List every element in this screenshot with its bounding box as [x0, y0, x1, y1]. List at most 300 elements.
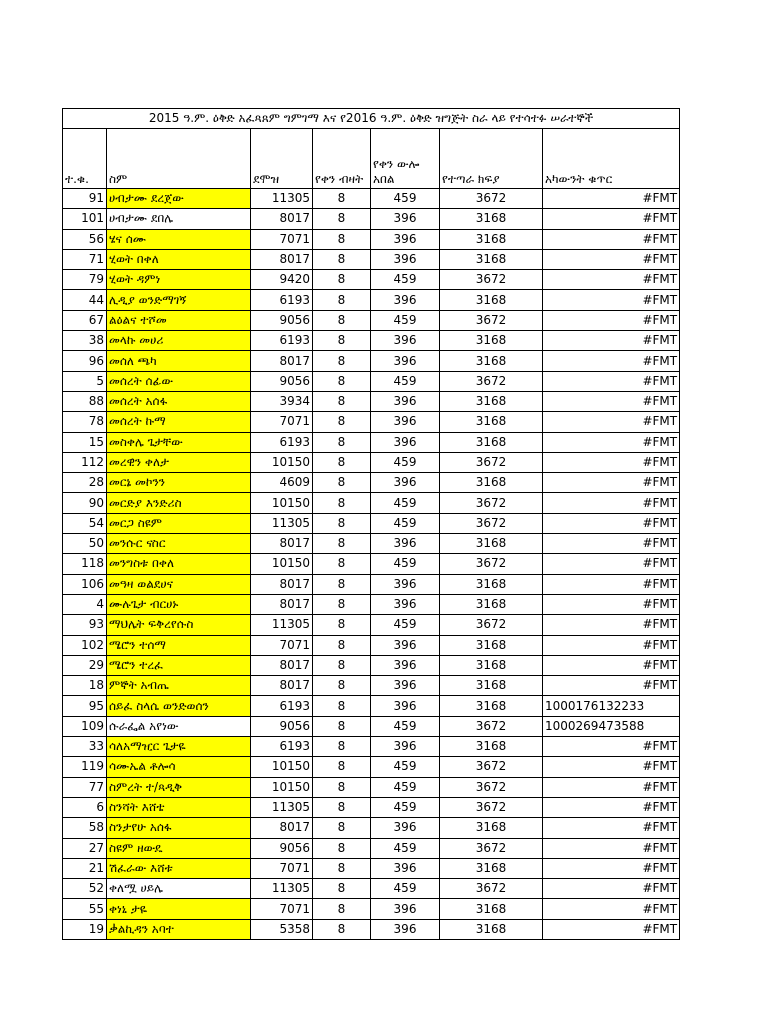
cell-days[interactable]: 8 — [313, 391, 371, 411]
cell-account[interactable]: #FMT — [543, 879, 680, 899]
cell-account[interactable]: #FMT — [543, 290, 680, 310]
cell-days[interactable]: 8 — [313, 615, 371, 635]
cell-days[interactable]: 8 — [313, 554, 371, 574]
table-row — [63, 574, 680, 594]
cell-perdiem[interactable]: 396 — [371, 676, 440, 696]
cell-perdiem[interactable]: 396 — [371, 412, 440, 432]
cell-days[interactable]: 8 — [313, 432, 371, 452]
cell-account[interactable]: #FMT — [543, 818, 680, 838]
cell-salary[interactable]: 9056 — [251, 838, 313, 858]
cell-perdiem[interactable]: 396 — [371, 696, 440, 716]
cell-no[interactable]: 95 — [63, 696, 107, 716]
cell-salary[interactable]: 7071 — [251, 229, 313, 249]
cell-no[interactable]: 101 — [63, 209, 107, 229]
table-row — [63, 737, 680, 757]
cell-net-pay[interactable]: 3168 — [440, 229, 543, 249]
cell-no[interactable]: 119 — [63, 757, 107, 777]
cell-account[interactable]: #FMT — [543, 554, 680, 574]
cell-name[interactable]: መዓዛ ወልደሀና — [107, 574, 251, 594]
cell-salary[interactable]: 8017 — [251, 351, 313, 371]
cell-no[interactable]: 4 — [63, 594, 107, 614]
cell-salary[interactable]: 8017 — [251, 209, 313, 229]
cell-account[interactable]: #FMT — [543, 838, 680, 858]
cell-net-pay[interactable]: 3672 — [440, 310, 543, 330]
cell-account[interactable]: #FMT — [543, 209, 680, 229]
table-row — [63, 270, 680, 290]
cell-days[interactable]: 8 — [313, 493, 371, 513]
cell-net-pay[interactable]: 3168 — [440, 899, 543, 919]
cell-name[interactable]: ማህሌት ፍቅረየሱስ — [107, 615, 251, 635]
cell-no[interactable]: 106 — [63, 574, 107, 594]
cell-account[interactable]: #FMT — [543, 655, 680, 675]
cell-net-pay[interactable]: 3168 — [440, 737, 543, 757]
cell-days[interactable]: 8 — [313, 838, 371, 858]
cell-days[interactable]: 8 — [313, 899, 371, 919]
cell-no[interactable]: 33 — [63, 737, 107, 757]
cell-no[interactable]: 102 — [63, 635, 107, 655]
cell-perdiem[interactable]: 396 — [371, 858, 440, 878]
cell-name[interactable]: ሙሉጌታ ብርሀኑ — [107, 594, 251, 614]
cell-perdiem[interactable]: 459 — [371, 371, 440, 391]
cell-name[interactable]: መርኔ መኮንን — [107, 473, 251, 493]
cell-days[interactable]: 8 — [313, 209, 371, 229]
cell-net-pay[interactable]: 3168 — [440, 696, 543, 716]
cell-name[interactable]: መሰረት ኩማ — [107, 412, 251, 432]
header-days[interactable]: የቀን ብዛት — [313, 129, 371, 189]
cell-days[interactable]: 8 — [313, 635, 371, 655]
cell-name[interactable]: ልዕልና ተሾመ — [107, 310, 251, 330]
cell-name[interactable]: ሰይፈ ስላሴ ወንድወሰን — [107, 696, 251, 716]
cell-perdiem[interactable]: 396 — [371, 737, 440, 757]
cell-perdiem[interactable]: 396 — [371, 594, 440, 614]
cell-perdiem[interactable]: 396 — [371, 574, 440, 594]
cell-net-pay[interactable]: 3168 — [440, 351, 543, 371]
cell-name[interactable]: መስቀሌ ጌታቸው — [107, 432, 251, 452]
cell-perdiem[interactable]: 396 — [371, 635, 440, 655]
cell-salary[interactable]: 9420 — [251, 270, 313, 290]
header-perdiem[interactable]: የቀን ውሎ አበል — [371, 129, 440, 189]
cell-name[interactable]: መርጋ ስዩም — [107, 513, 251, 533]
cell-net-pay[interactable]: 3672 — [440, 493, 543, 513]
cell-salary[interactable]: 11305 — [251, 189, 313, 209]
cell-days[interactable]: 8 — [313, 229, 371, 249]
cell-salary[interactable]: 7071 — [251, 412, 313, 432]
header-salary[interactable]: ደሞዝ — [251, 129, 313, 189]
cell-days[interactable]: 8 — [313, 777, 371, 797]
table-row — [63, 473, 680, 493]
cell-name[interactable]: ሜሮን ተረፈ — [107, 655, 251, 675]
cell-days[interactable]: 8 — [313, 858, 371, 878]
table-row — [63, 818, 680, 838]
cell-salary[interactable]: 9056 — [251, 371, 313, 391]
cell-days[interactable]: 8 — [313, 371, 371, 391]
table-row — [63, 432, 680, 452]
cell-net-pay[interactable]: 3168 — [440, 676, 543, 696]
cell-days[interactable]: 8 — [313, 473, 371, 493]
table-row — [63, 635, 680, 655]
cell-net-pay[interactable]: 3672 — [440, 615, 543, 635]
table-row — [63, 452, 680, 472]
table-row — [63, 757, 680, 777]
cell-no[interactable]: 118 — [63, 554, 107, 574]
cell-perdiem[interactable]: 459 — [371, 838, 440, 858]
cell-net-pay[interactable]: 3672 — [440, 554, 543, 574]
cell-account[interactable]: #FMT — [543, 432, 680, 452]
cell-account[interactable]: #FMT — [543, 615, 680, 635]
cell-net-pay[interactable]: 3672 — [440, 452, 543, 472]
cell-name[interactable]: ስንታየሁ አሰፋ — [107, 818, 251, 838]
cell-name[interactable]: መንግስቱ በቀለ — [107, 554, 251, 574]
cell-net-pay[interactable]: 3672 — [440, 716, 543, 736]
table-row — [63, 351, 680, 371]
table-row — [63, 676, 680, 696]
cell-perdiem[interactable]: 459 — [371, 452, 440, 472]
cell-salary[interactable]: 10150 — [251, 452, 313, 472]
table-row — [63, 899, 680, 919]
cell-account[interactable]: #FMT — [543, 189, 680, 209]
cell-net-pay[interactable]: 3672 — [440, 777, 543, 797]
cell-name[interactable]: መረዊን ቀለታ — [107, 452, 251, 472]
cell-account[interactable]: #FMT — [543, 310, 680, 330]
cell-net-pay[interactable]: 3168 — [440, 209, 543, 229]
cell-no[interactable]: 27 — [63, 838, 107, 858]
cell-no[interactable]: 38 — [63, 331, 107, 351]
cell-no[interactable]: 88 — [63, 391, 107, 411]
cell-account[interactable]: #FMT — [543, 777, 680, 797]
cell-net-pay[interactable]: 3168 — [440, 412, 543, 432]
cell-perdiem[interactable]: 459 — [371, 189, 440, 209]
header-name[interactable]: ስም — [107, 129, 251, 189]
cell-name[interactable]: ስንሻት እሸቴ — [107, 797, 251, 817]
sheet-title[interactable]: 2015 ዓ.ም. ዕቅድ አፈጻጸም ግምገማ እና የ2016 ዓ.ም. ዕቅድ ዝግጅት ስራ ላይ የተሳተፉ ሠራተኞች — [63, 109, 680, 129]
cell-name[interactable]: መላኩ መሀሪ — [107, 331, 251, 351]
cell-no[interactable]: 93 — [63, 615, 107, 635]
cell-days[interactable]: 8 — [313, 818, 371, 838]
header-no[interactable]: ተ.ቁ. — [63, 129, 107, 189]
cell-days[interactable]: 8 — [313, 513, 371, 533]
cell-net-pay[interactable]: 3168 — [440, 534, 543, 554]
cell-salary[interactable]: 7071 — [251, 635, 313, 655]
cell-account[interactable]: #FMT — [543, 493, 680, 513]
cell-account[interactable]: #FMT — [543, 391, 680, 411]
cell-salary[interactable]: 7071 — [251, 858, 313, 878]
cell-no[interactable]: 96 — [63, 351, 107, 371]
spreadsheet — [62, 108, 680, 940]
cell-account[interactable]: #FMT — [543, 737, 680, 757]
cell-account[interactable]: #FMT — [543, 574, 680, 594]
cell-no[interactable]: 54 — [63, 513, 107, 533]
cell-name[interactable]: ሂወት ዳምነ — [107, 270, 251, 290]
cell-no[interactable]: 79 — [63, 270, 107, 290]
cell-days[interactable]: 8 — [313, 452, 371, 472]
cell-no[interactable]: 109 — [63, 716, 107, 736]
cell-net-pay[interactable]: 3168 — [440, 594, 543, 614]
table-row — [63, 391, 680, 411]
cell-perdiem[interactable]: 459 — [371, 615, 440, 635]
cell-no[interactable]: 21 — [63, 858, 107, 878]
table-row — [63, 919, 680, 939]
cell-name[interactable]: መርድያ እንድሪስ — [107, 493, 251, 513]
cell-salary[interactable]: 8017 — [251, 818, 313, 838]
cell-no[interactable]: 55 — [63, 899, 107, 919]
cell-perdiem[interactable]: 396 — [371, 209, 440, 229]
cell-net-pay[interactable]: 3672 — [440, 757, 543, 777]
cell-salary[interactable]: 6193 — [251, 737, 313, 757]
cell-salary[interactable]: 6193 — [251, 696, 313, 716]
cell-account[interactable]: 1000176132233 — [543, 696, 680, 716]
cell-days[interactable]: 8 — [313, 919, 371, 939]
cell-net-pay[interactable]: 3672 — [440, 189, 543, 209]
cell-perdiem[interactable]: 396 — [371, 473, 440, 493]
cell-salary[interactable]: 11305 — [251, 797, 313, 817]
table-row — [63, 249, 680, 269]
cell-no[interactable]: 58 — [63, 818, 107, 838]
cell-salary[interactable]: 6193 — [251, 290, 313, 310]
cell-salary[interactable]: 9056 — [251, 310, 313, 330]
cell-name[interactable]: ሀብታሙ ደበሌ — [107, 209, 251, 229]
cell-no[interactable]: 50 — [63, 534, 107, 554]
table-row — [63, 716, 680, 736]
cell-perdiem[interactable]: 396 — [371, 391, 440, 411]
cell-account[interactable]: #FMT — [543, 858, 680, 878]
cell-perdiem[interactable]: 459 — [371, 270, 440, 290]
cell-name[interactable]: መሰረት አሰፋ — [107, 391, 251, 411]
cell-account[interactable]: 1000269473588 — [543, 716, 680, 736]
cell-salary[interactable]: 10150 — [251, 554, 313, 574]
cell-net-pay[interactable]: 3168 — [440, 331, 543, 351]
cell-account[interactable]: #FMT — [543, 899, 680, 919]
cell-name[interactable]: ሀብታሙ ደረጀው — [107, 189, 251, 209]
cell-days[interactable]: 8 — [313, 351, 371, 371]
cell-net-pay[interactable]: 3168 — [440, 391, 543, 411]
cell-perdiem[interactable]: 459 — [371, 757, 440, 777]
cell-name[interactable]: ምኞት አብጤ — [107, 676, 251, 696]
cell-days[interactable]: 8 — [313, 574, 371, 594]
cell-salary[interactable]: 8017 — [251, 249, 313, 269]
cell-no[interactable]: 6 — [63, 797, 107, 817]
cell-perdiem[interactable]: 459 — [371, 554, 440, 574]
cell-days[interactable]: 8 — [313, 412, 371, 432]
cell-no[interactable]: 28 — [63, 473, 107, 493]
cell-net-pay[interactable]: 3672 — [440, 797, 543, 817]
cell-name[interactable]: ሄና ሰሙ — [107, 229, 251, 249]
table-row — [63, 879, 680, 899]
cell-perdiem[interactable]: 459 — [371, 716, 440, 736]
title-row — [63, 109, 680, 129]
cell-salary[interactable]: 11305 — [251, 615, 313, 635]
cell-name[interactable]: ቃልኪዳን አባተ — [107, 919, 251, 939]
cell-name[interactable]: መሰለ ጫካ — [107, 351, 251, 371]
cell-net-pay[interactable]: 3168 — [440, 655, 543, 675]
table-row — [63, 371, 680, 391]
cell-days[interactable]: 8 — [313, 189, 371, 209]
cell-account[interactable]: #FMT — [543, 676, 680, 696]
cell-days[interactable]: 8 — [313, 696, 371, 716]
cell-salary[interactable]: 10150 — [251, 777, 313, 797]
cell-salary[interactable]: 8017 — [251, 574, 313, 594]
cell-no[interactable]: 19 — [63, 919, 107, 939]
cell-days[interactable]: 8 — [313, 249, 371, 269]
cell-perdiem[interactable]: 396 — [371, 229, 440, 249]
cell-perdiem[interactable]: 396 — [371, 249, 440, 269]
table-row — [63, 534, 680, 554]
table-row — [63, 229, 680, 249]
cell-name[interactable]: ቀነኒ ታዬ — [107, 899, 251, 919]
table-row — [63, 412, 680, 432]
table-row — [63, 858, 680, 878]
cell-account[interactable]: #FMT — [543, 412, 680, 432]
cell-account[interactable]: #FMT — [543, 594, 680, 614]
cell-perdiem[interactable]: 459 — [371, 797, 440, 817]
cell-salary[interactable]: 8017 — [251, 594, 313, 614]
cell-account[interactable]: #FMT — [543, 473, 680, 493]
table-row — [63, 513, 680, 533]
cell-name[interactable]: መንሱር ናስር — [107, 534, 251, 554]
cell-name[interactable]: ቀለሟ ሀይሌ — [107, 879, 251, 899]
cell-no[interactable]: 90 — [63, 493, 107, 513]
cell-days[interactable]: 8 — [313, 737, 371, 757]
table-row — [63, 797, 680, 817]
cell-no[interactable]: 78 — [63, 412, 107, 432]
cell-no[interactable]: 77 — [63, 777, 107, 797]
cell-days[interactable]: 8 — [313, 797, 371, 817]
cell-days[interactable]: 8 — [313, 290, 371, 310]
cell-net-pay[interactable]: 3168 — [440, 249, 543, 269]
cell-account[interactable]: #FMT — [543, 229, 680, 249]
cell-perdiem[interactable]: 396 — [371, 432, 440, 452]
cell-account[interactable]: #FMT — [543, 757, 680, 777]
table-row — [63, 655, 680, 675]
cell-account[interactable]: #FMT — [543, 919, 680, 939]
cell-account[interactable]: #FMT — [543, 249, 680, 269]
cell-net-pay[interactable]: 3672 — [440, 270, 543, 290]
table-row — [63, 594, 680, 614]
cell-net-pay[interactable]: 3168 — [440, 858, 543, 878]
cell-days[interactable]: 8 — [313, 331, 371, 351]
cell-net-pay[interactable]: 3168 — [440, 432, 543, 452]
cell-days[interactable]: 8 — [313, 270, 371, 290]
cell-perdiem[interactable]: 396 — [371, 919, 440, 939]
cell-days[interactable]: 8 — [313, 757, 371, 777]
cell-no[interactable]: 52 — [63, 879, 107, 899]
cell-name[interactable]: ስምረት ተ/ጻዲቅ — [107, 777, 251, 797]
cell-net-pay[interactable]: 3672 — [440, 371, 543, 391]
cell-perdiem[interactable]: 459 — [371, 777, 440, 797]
cell-no[interactable]: 56 — [63, 229, 107, 249]
cell-salary[interactable]: 11305 — [251, 513, 313, 533]
cell-days[interactable]: 8 — [313, 676, 371, 696]
cell-net-pay[interactable]: 3168 — [440, 635, 543, 655]
cell-salary[interactable]: 6193 — [251, 432, 313, 452]
cell-perdiem[interactable]: 396 — [371, 899, 440, 919]
cell-salary[interactable]: 10150 — [251, 493, 313, 513]
cell-no[interactable]: 71 — [63, 249, 107, 269]
cell-account[interactable]: #FMT — [543, 513, 680, 533]
cell-salary[interactable]: 11305 — [251, 879, 313, 899]
cell-account[interactable]: #FMT — [543, 331, 680, 351]
cell-account[interactable]: #FMT — [543, 351, 680, 371]
cell-perdiem[interactable]: 396 — [371, 331, 440, 351]
cell-net-pay[interactable]: 3168 — [440, 574, 543, 594]
cell-net-pay[interactable]: 3168 — [440, 473, 543, 493]
cell-no[interactable]: 15 — [63, 432, 107, 452]
cell-account[interactable]: #FMT — [543, 270, 680, 290]
cell-no[interactable]: 91 — [63, 189, 107, 209]
cell-no[interactable]: 67 — [63, 310, 107, 330]
cell-net-pay[interactable]: 3168 — [440, 919, 543, 939]
cell-days[interactable]: 8 — [313, 716, 371, 736]
cell-days[interactable]: 8 — [313, 594, 371, 614]
cell-name[interactable]: ሜሮን ተሰማ — [107, 635, 251, 655]
cell-name[interactable]: ሳለአማዢር ጌታዬ — [107, 737, 251, 757]
table-row — [63, 310, 680, 330]
cell-salary[interactable]: 9056 — [251, 716, 313, 736]
cell-salary[interactable]: 8017 — [251, 655, 313, 675]
cell-perdiem[interactable]: 396 — [371, 818, 440, 838]
cell-no[interactable]: 29 — [63, 655, 107, 675]
cell-account[interactable]: #FMT — [543, 534, 680, 554]
cell-days[interactable]: 8 — [313, 534, 371, 554]
cell-days[interactable]: 8 — [313, 310, 371, 330]
cell-no[interactable]: 44 — [63, 290, 107, 310]
cell-no[interactable]: 112 — [63, 452, 107, 472]
cell-name[interactable]: ሱራፌል አየነው — [107, 716, 251, 736]
cell-name[interactable]: ሊዲያ ወንድማገኝ — [107, 290, 251, 310]
cell-name[interactable]: ሽፈራው እሸቱ — [107, 858, 251, 878]
table-row — [63, 554, 680, 574]
cell-account[interactable]: #FMT — [543, 635, 680, 655]
cell-perdiem[interactable]: 459 — [371, 493, 440, 513]
cell-account[interactable]: #FMT — [543, 452, 680, 472]
cell-salary[interactable]: 10150 — [251, 757, 313, 777]
cell-net-pay[interactable]: 3672 — [440, 513, 543, 533]
cell-perdiem[interactable]: 459 — [371, 310, 440, 330]
cell-perdiem[interactable]: 459 — [371, 513, 440, 533]
cell-net-pay[interactable]: 3672 — [440, 838, 543, 858]
cell-days[interactable]: 8 — [313, 655, 371, 675]
cell-net-pay[interactable]: 3168 — [440, 818, 543, 838]
header-account[interactable]: አካውንት ቁጥር — [543, 129, 680, 189]
cell-account[interactable]: #FMT — [543, 371, 680, 391]
cell-net-pay[interactable]: 3168 — [440, 290, 543, 310]
cell-name[interactable]: ስዩም ዘውዴ — [107, 838, 251, 858]
cell-no[interactable]: 5 — [63, 371, 107, 391]
cell-name[interactable]: መሰረት ሰፊው — [107, 371, 251, 391]
table-row — [63, 615, 680, 635]
cell-name[interactable]: ሳሙኤል ቶሎሳ — [107, 757, 251, 777]
cell-salary[interactable]: 8017 — [251, 676, 313, 696]
cell-days[interactable]: 8 — [313, 879, 371, 899]
cell-perdiem[interactable]: 396 — [371, 290, 440, 310]
cell-perdiem[interactable]: 396 — [371, 351, 440, 371]
cell-net-pay[interactable]: 3672 — [440, 879, 543, 899]
cell-name[interactable]: ሂወት በቀለ — [107, 249, 251, 269]
cell-salary[interactable]: 5358 — [251, 919, 313, 939]
table-row — [63, 696, 680, 716]
cell-salary[interactable]: 7071 — [251, 899, 313, 919]
table-row — [63, 777, 680, 797]
cell-salary[interactable]: 3934 — [251, 391, 313, 411]
cell-salary[interactable]: 8017 — [251, 534, 313, 554]
cell-perdiem[interactable]: 396 — [371, 534, 440, 554]
cell-perdiem[interactable]: 459 — [371, 879, 440, 899]
cell-salary[interactable]: 6193 — [251, 331, 313, 351]
cell-salary[interactable]: 4609 — [251, 473, 313, 493]
cell-perdiem[interactable]: 396 — [371, 655, 440, 675]
header-net-pay[interactable]: የተጣራ ክፍያ — [440, 129, 543, 189]
cell-account[interactable]: #FMT — [543, 797, 680, 817]
cell-no[interactable]: 18 — [63, 676, 107, 696]
